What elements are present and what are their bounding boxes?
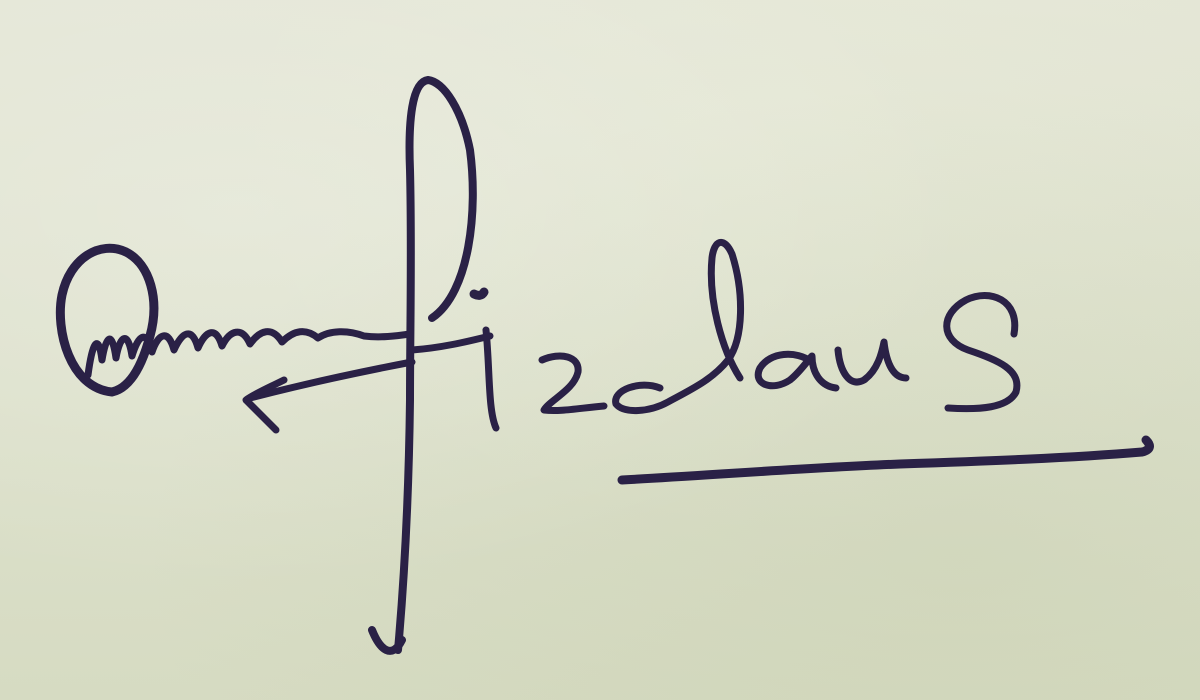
stroke-letter-u: [838, 342, 906, 382]
stroke-letter-s: [947, 295, 1017, 408]
stroke-arrow-line: [250, 362, 412, 398]
stroke-i-dot: [474, 292, 484, 295]
stroke-letter-i: [486, 330, 496, 428]
signature-underline: [622, 440, 1149, 480]
stroke-f-crossbar: [412, 336, 490, 350]
stroke-letter-r: [542, 356, 604, 411]
signature-ink: [60, 80, 1149, 651]
stroke-capital-f-loop: [398, 80, 473, 650]
stroke-capital-o: [60, 248, 154, 392]
stroke-letter-d: [616, 242, 741, 410]
stroke-letter-a: [758, 354, 836, 388]
